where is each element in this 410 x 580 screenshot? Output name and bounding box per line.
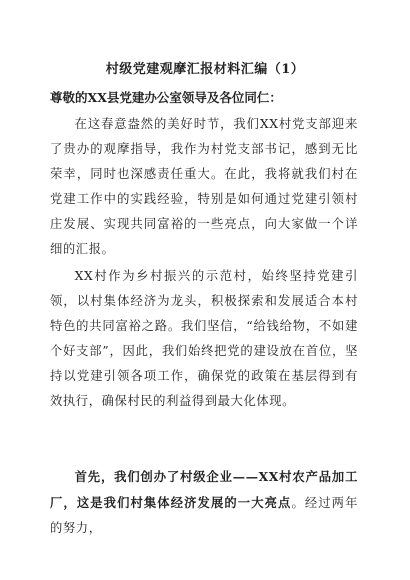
paragraph-village-overview: XX村作为乡村振兴的示范村，始终坚持党建引领，以村集体经济为龙头，积极探索和发展适合本村特色的共同富裕之路。我们坚信，“给钱给物，不如建个好支部”，因此，我们始终把党的建设放在首位，坚持以党建引领各项工作，确保党的政策在基层得到有效执行，确保村民的利益得到最大化体现。 <box>50 269 358 408</box>
paragraph-first-highlight <box>50 464 358 541</box>
highlight-bold-text: 首先，我们创办了村级企业——XX村农产品加工厂，这是我们村集体经济发展的一大亮点 <box>50 469 358 510</box>
document-title: 村级党建观摩汇报材料汇编（1） <box>105 62 305 77</box>
highlight-continuation-text: 。经过两年的努力， <box>50 496 358 535</box>
salutation: 尊敬的XX县党建办公室领导及各位同仁： <box>50 90 282 105</box>
paragraph-intro: 在这春意盎然的美好时节，我们XX村党支部迎来了贵办的观摩指导，我作为村党支部书记，感到无比荣幸，同时也深感责任重大。在此，我将就我们村在党建工作中的实践经验，特别是如何通过党建引领村庄发展、实现共同富裕的一些亮点，向大家做一个详细的汇报。 <box>50 117 358 256</box>
